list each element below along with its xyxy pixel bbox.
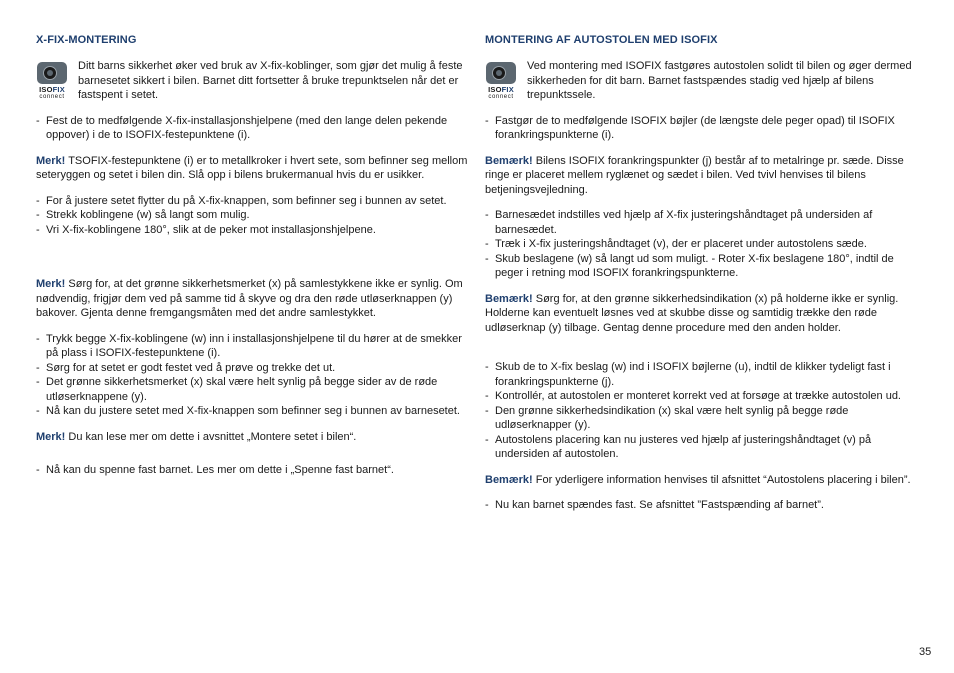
list-item: - Træk i X-fix justeringshåndtaget (v), der er placeret under autostolens sæde. xyxy=(485,237,917,252)
list-item: - Trykk begge X-fix-koblingene (w) inn i installasjonshjelpene til du hører at de smekker på plass i ISOFIX-festepunktene (i). xyxy=(36,332,468,361)
intro-text: Ved montering med ISOFIX fastgøres autostolen solidt til bilen og øger dermed sikkerheden for dit barn. Barnet fastspændes stadig ved hjælp af bilens trepunktssele. xyxy=(527,60,912,101)
section-title: X-FIX-MONTERING xyxy=(36,34,137,46)
note-label: Merk! xyxy=(36,430,66,443)
isofix-connect-logo xyxy=(485,62,517,100)
list-item: - Fastgør de to medfølgende ISOFIX bøjler (de længste dele peger opad) til ISOFIX forankringspunkterne (i). xyxy=(485,114,917,143)
intro-text: Ditt barns sikkerhet øker ved bruk av X-fix-koblinger, som gjør det mulig å feste barnesetet sikkert i bilen. Barnet ditt fortsetter å bruke trepunktselen når det er fastspent i setet. xyxy=(78,60,463,101)
note-text: Bilens ISOFIX forankringspunkter (j) består af to metalringe pr. sæde. Disse ringe er placeret mellem ryglænet og sædet i bilen. Ved tvivl henvises til bilens betjeningsvejledning. xyxy=(485,154,904,196)
note-label: Merk! xyxy=(36,154,66,167)
note-3 xyxy=(485,473,917,488)
note-label: Merk! xyxy=(36,278,66,290)
list-item: - Vri X-fix-koblingene 180°, slik at de peker mot installasjonshjelpene. xyxy=(36,223,468,238)
list-item: - Autostolens placering kan nu justeres ved hjælp af justeringshåndtaget (v) på undersiden af autostolen. xyxy=(485,433,917,462)
note-label: Bemærk! xyxy=(485,154,533,167)
note-3 xyxy=(36,430,468,445)
list-item: - Nå kan du spenne fast barnet. Les mer om dette i „Spenne fast barnet“. xyxy=(36,463,468,478)
list-item: - Nå kan du justere setet med X-fix-knappen som befinner seg i bunnen av barnesetet. xyxy=(36,404,468,419)
isofix-connect-logo xyxy=(36,62,68,100)
instruction-list-1 xyxy=(485,114,917,143)
list-item: - Den grønne sikkerhedsindikation (x) skal være helt synlig på begge røde udløserknapper (y). xyxy=(485,404,917,433)
note-2 xyxy=(36,277,468,321)
instruction-list-2 xyxy=(485,208,917,281)
list-item: - Fest de to medfølgende X-fix-installasjonshjelpene (med den lange delen pekende oppover) i de to ISOFIX-festepunktene (i). xyxy=(36,114,468,143)
logo-subtitle: connect xyxy=(39,94,65,100)
note-text: Du kan lese mer om dette i avsnittet „Montere setet i bilen“. xyxy=(65,430,357,443)
left-column xyxy=(36,34,468,478)
instruction-list-4 xyxy=(485,498,917,513)
list-item: - For å justere setet flytter du på X-fix-knappen, som befinner seg i bunnen av setet. xyxy=(36,194,468,209)
logo-wordmark: ISOFIX xyxy=(488,85,514,94)
list-item: - Barnesædet indstilles ved hjælp af X-fix justeringshåndtaget på undersiden af barnesædet. xyxy=(485,208,917,237)
note-label: Bemærk! xyxy=(485,473,533,486)
list-item: - Kontrollér, at autostolen er monteret korrekt ved at forsøge at trække autostolen ud. xyxy=(485,389,917,404)
note-text: TSOFIX-festepunktene (i) er to metallkroker i hvert sete, som befinner seg mellom seteryggen og setet i bilen din. Slå opp i bilens brukermanual hvis du er usikker. xyxy=(36,154,468,181)
note-text: Sørg for, at det grønne sikkerhetsmerket (x) på samlestykkene ikke er synlig. Om nødvendig, frigjør dem ved på samme tid å skyve og dra den røde utløserknappen (y) bakover. Gjenta denne fremgangsmåten med det andre samlestykket. xyxy=(36,278,463,319)
instruction-list-2 xyxy=(36,194,468,238)
logo-subtitle: connect xyxy=(488,94,514,100)
instruction-list-3 xyxy=(36,332,468,419)
logo-wordmark: ISOFIX xyxy=(39,85,65,94)
note-label: Bemærk! xyxy=(485,292,533,305)
note-text: Sørg for, at den grønne sikkerhedsindikation (x) på holderne ikke er synlig. Holderne kan eventuelt løsnes ved at skubbe disse og samtidig trække den røde udløserknap (y) tilbage. Gentag denne procedure med den anden holder. xyxy=(485,292,899,334)
intro-block xyxy=(36,59,468,103)
list-item: - Skub beslagene (w) så langt ud som muligt. - Roter X-fix beslagene 180°, indtil de peger i retning mod ISOFIX forankringspunkterne. xyxy=(485,252,917,281)
list-item: - Det grønne sikkerhetsmerket (x) skal være helt synlig på begge sider av de røde utløserknappene (y). xyxy=(36,375,468,404)
list-item: - Strekk koblingene (w) så langt som mulig. xyxy=(36,208,468,223)
note-1 xyxy=(36,154,468,183)
note-2 xyxy=(485,292,917,336)
note-text: For yderligere information henvises til afsnittet “Autostolens placering i bilen”. xyxy=(532,473,911,486)
list-item: - Skub de to X-fix beslag (w) ind i ISOFIX bøjlerne (u), indtil de klikker tydeligt fast i forankringspunkterne (j). xyxy=(485,360,917,389)
instruction-list-3 xyxy=(485,360,917,462)
instruction-list-1 xyxy=(36,114,468,143)
section-title: MONTERING AF AUTOSTOLEN MED ISOFIX xyxy=(485,34,718,46)
note-1 xyxy=(485,154,917,198)
instruction-list-4 xyxy=(36,463,468,478)
intro-block xyxy=(485,59,917,103)
isofix-icon xyxy=(486,62,516,84)
list-item: - Nu kan barnet spændes fast. Se afsnittet ”Fastspænding af barnet”. xyxy=(485,498,917,513)
list-item: - Sørg for at setet er godt festet ved å prøve og trekke det ut. xyxy=(36,361,468,376)
right-column xyxy=(485,34,917,513)
isofix-icon xyxy=(37,62,67,84)
page-number: 35 xyxy=(919,646,932,658)
